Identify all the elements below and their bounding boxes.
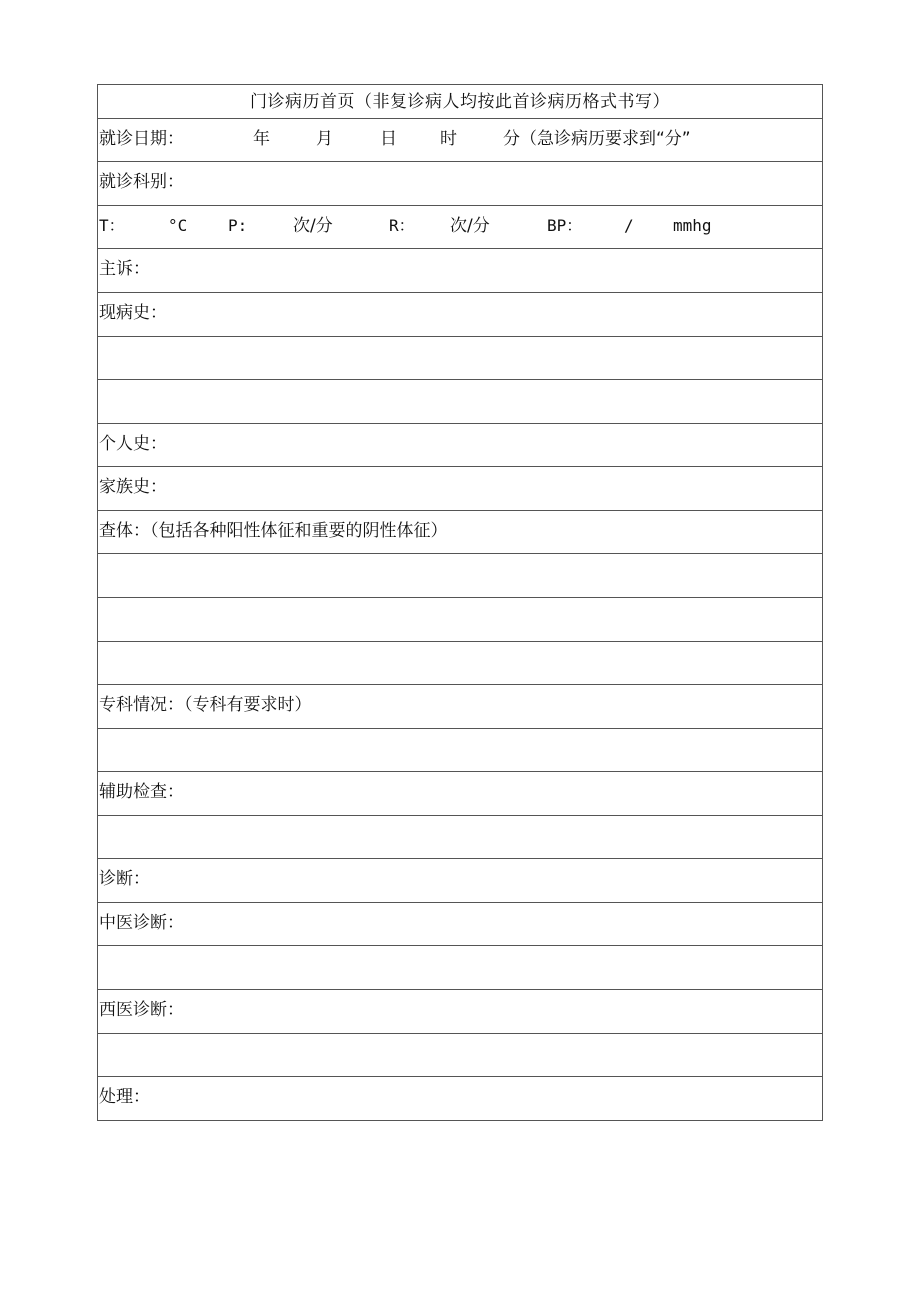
diagnosis-row[interactable] bbox=[98, 859, 822, 903]
pulse-unit: 次/分 bbox=[293, 216, 333, 236]
western-diagnosis-row[interactable] bbox=[98, 990, 822, 1034]
medical-record-form bbox=[97, 84, 823, 1121]
specialty-condition-label: 专科情况：（专科有要求时） bbox=[99, 695, 312, 715]
auxiliary-exam-blank[interactable] bbox=[98, 816, 822, 859]
present-illness-label: 现病史： bbox=[99, 303, 167, 323]
auxiliary-exam-row[interactable] bbox=[98, 772, 822, 816]
treatment-row[interactable] bbox=[98, 1077, 822, 1120]
physical-exam-label: 查体：（包括各种阳性体征和重要的阴性体征） bbox=[99, 521, 448, 541]
western-diagnosis-blank[interactable] bbox=[98, 1034, 822, 1077]
temperature-unit: °C bbox=[168, 216, 188, 235]
visit-date-row[interactable] bbox=[98, 119, 822, 162]
month-unit: 月 bbox=[316, 129, 333, 149]
present-illness-blank-2[interactable] bbox=[98, 380, 822, 424]
treatment-label: 处理： bbox=[99, 1087, 150, 1107]
department-label: 就诊科别： bbox=[99, 172, 184, 192]
diagnosis-label: 诊断： bbox=[99, 869, 150, 889]
blood-pressure-separator: / bbox=[624, 216, 634, 235]
blood-pressure-label: BP： bbox=[547, 216, 583, 235]
personal-history-label: 个人史： bbox=[99, 434, 167, 454]
hour-unit: 时 bbox=[440, 129, 457, 149]
specialty-condition-row[interactable] bbox=[98, 685, 822, 729]
chief-complaint-label: 主诉： bbox=[99, 259, 150, 279]
tcm-diagnosis-row[interactable] bbox=[98, 903, 822, 946]
family-history-row[interactable] bbox=[98, 467, 822, 511]
specialty-condition-blank[interactable] bbox=[98, 729, 822, 772]
form-title: 门诊病历首页（非复诊病人均按此首诊病历格式书写） bbox=[250, 92, 670, 112]
chief-complaint-row[interactable] bbox=[98, 249, 822, 293]
pulse-label: P: bbox=[228, 216, 248, 235]
physical-exam-blank-2[interactable] bbox=[98, 598, 822, 642]
respiration-label: R： bbox=[389, 216, 415, 235]
physical-exam-blank-1[interactable] bbox=[98, 554, 822, 598]
western-diagnosis-label: 西医诊断： bbox=[99, 1000, 184, 1020]
vitals-row[interactable] bbox=[98, 206, 822, 249]
physical-exam-row[interactable] bbox=[98, 511, 822, 554]
visit-date-label: 就诊日期： bbox=[99, 129, 184, 149]
year-unit: 年 bbox=[253, 129, 270, 149]
tcm-diagnosis-label: 中医诊断： bbox=[99, 913, 184, 933]
present-illness-blank-1[interactable] bbox=[98, 337, 822, 380]
personal-history-row[interactable] bbox=[98, 424, 822, 467]
tcm-diagnosis-blank[interactable] bbox=[98, 946, 822, 990]
temperature-label: T： bbox=[99, 216, 125, 235]
day-unit: 日 bbox=[380, 129, 397, 149]
blood-pressure-unit: mmhg bbox=[673, 216, 712, 235]
minute-note: 分（急诊病历要求到“分” bbox=[503, 129, 691, 149]
physical-exam-blank-3[interactable] bbox=[98, 642, 822, 685]
auxiliary-exam-label: 辅助检查： bbox=[99, 782, 184, 802]
present-illness-row[interactable] bbox=[98, 293, 822, 337]
family-history-label: 家族史： bbox=[99, 477, 167, 497]
department-row[interactable] bbox=[98, 162, 822, 206]
form-title-row bbox=[98, 85, 822, 119]
respiration-unit: 次/分 bbox=[450, 216, 490, 236]
